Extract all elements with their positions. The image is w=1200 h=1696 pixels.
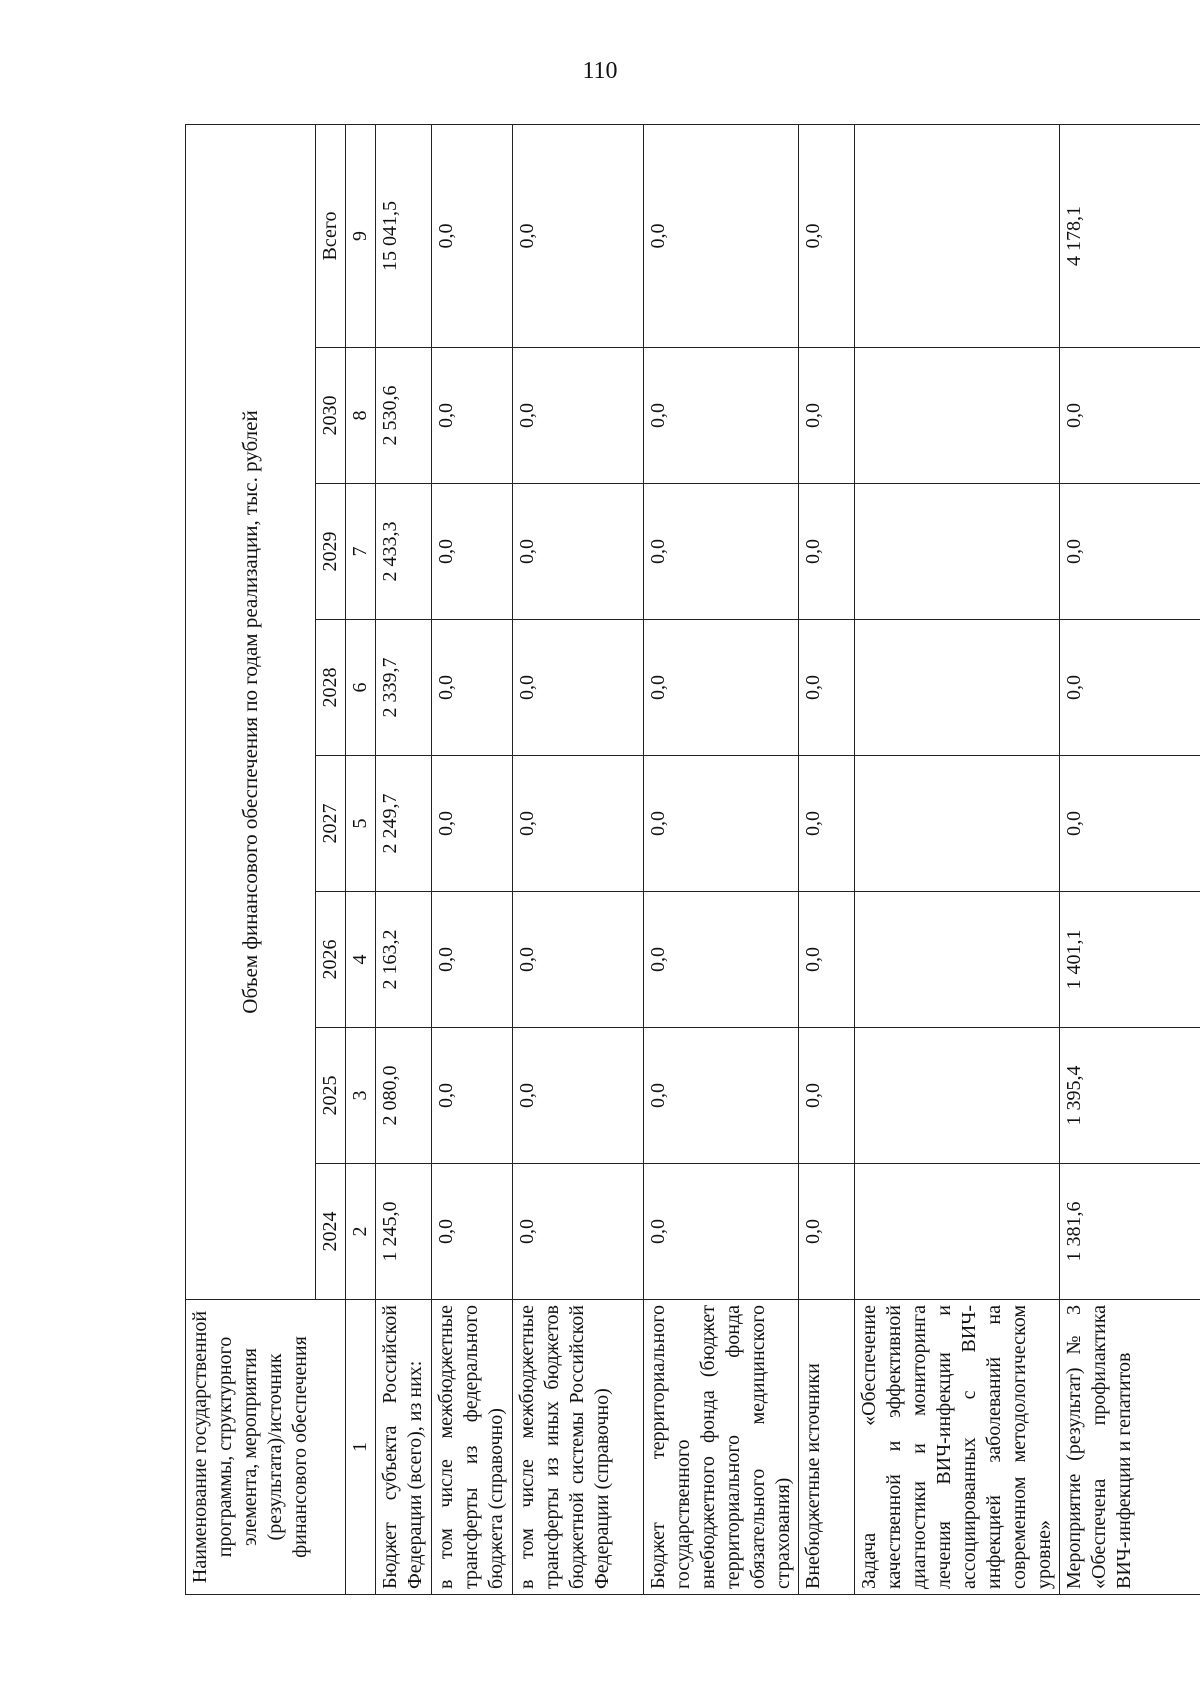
value-cell: 0,0 [799, 348, 855, 484]
row-label: Бюджет субъекта Российской Федерации (всего), из них: [376, 1300, 432, 1595]
table-row [513, 124, 644, 1594]
value-cell [855, 484, 1060, 620]
row-label: в том числе межбюджетные трансферты из федерального бюджета (справочно) [432, 1300, 513, 1595]
table-row [799, 124, 855, 1594]
financing-span-header: Объем финансового обеспечения по годам реализации, тыс. рублей [186, 124, 316, 1299]
column-numbers-row [346, 124, 376, 1594]
value-cell: 0,0 [644, 348, 799, 484]
value-cell: 0,0 [799, 1028, 855, 1164]
page-number: 110 [582, 58, 618, 84]
value-cell [855, 1164, 1060, 1300]
value-cell [855, 756, 1060, 892]
row-label: Бюджет территориального государственного внебюджетного фонда (бюджет территориального фонда обязательного медицинского страхования) [644, 1300, 799, 1595]
value-cell: 0,0 [644, 484, 799, 620]
value-cell: 0,0 [644, 1164, 799, 1300]
value-cell: 0,0 [432, 1164, 513, 1300]
year-header: 2029 [316, 484, 346, 620]
value-cell: 1 245,0 [376, 1164, 432, 1300]
value-cell: 0,0 [432, 620, 513, 756]
column-number: 6 [346, 620, 376, 756]
year-header: 2024 [316, 1164, 346, 1300]
column-number: 4 [346, 892, 376, 1028]
value-cell: 0,0 [799, 892, 855, 1028]
value-cell [855, 892, 1060, 1028]
total-cell: 15 041,5 [376, 124, 432, 347]
column-number: 8 [346, 348, 376, 484]
column-number: 7 [346, 484, 376, 620]
column-number: 1 [346, 1300, 376, 1595]
row-label: Мероприятие (результат) № 3 «Обеспечена профилактика ВИЧ-инфекции и гепатитов [1060, 1300, 1200, 1595]
value-cell: 0,0 [513, 756, 644, 892]
year-header: 2027 [316, 756, 346, 892]
total-cell [855, 124, 1060, 347]
value-cell: 2 163,2 [376, 892, 432, 1028]
value-cell: 0,0 [432, 484, 513, 620]
value-cell: 2 530,6 [376, 348, 432, 484]
value-cell: 0,0 [644, 1028, 799, 1164]
value-cell: 0,0 [513, 1164, 644, 1300]
value-cell: 1 381,6 [1060, 1164, 1200, 1300]
table-row [432, 124, 513, 1594]
year-header: 2025 [316, 1028, 346, 1164]
total-cell: 0,0 [432, 124, 513, 347]
total-cell: 0,0 [513, 124, 644, 347]
value-cell: 0,0 [799, 484, 855, 620]
value-cell: 0,0 [513, 892, 644, 1028]
value-cell [855, 1028, 1060, 1164]
value-cell: 0,0 [644, 892, 799, 1028]
value-cell: 0,0 [513, 1028, 644, 1164]
table-row [644, 124, 799, 1594]
value-cell [855, 348, 1060, 484]
value-cell: 0,0 [432, 1028, 513, 1164]
row-label: в том числе межбюджетные трансферты из иных бюджетов бюджетной системы Российской Федерации (справочно) [513, 1300, 644, 1595]
value-cell: 1 401,1 [1060, 892, 1200, 1028]
value-cell: 0,0 [1060, 620, 1200, 756]
rotated-table-wrapper [185, 125, 1200, 1595]
column-number: 2 [346, 1164, 376, 1300]
value-cell: 2 339,7 [376, 620, 432, 756]
year-header: 2026 [316, 892, 346, 1028]
total-cell: 0,0 [799, 124, 855, 347]
value-cell [855, 620, 1060, 756]
row-label: Задача «Обеспечение качественной и эффективной диагностики и мониторинга лечения ВИЧ-инфекции и ассоциированных с ВИЧ-инфекцией заболеваний на современном методологическом уровне» [855, 1300, 1060, 1595]
row-label: Внебюджетные источники [799, 1300, 855, 1595]
value-cell: 2 080,0 [376, 1028, 432, 1164]
value-cell: 0,0 [644, 620, 799, 756]
value-cell: 0,0 [799, 756, 855, 892]
year-header: 2028 [316, 620, 346, 756]
value-cell: 0,0 [432, 756, 513, 892]
total-cell: 4 178,1 [1060, 124, 1200, 347]
value-cell: 0,0 [513, 348, 644, 484]
value-cell: 0,0 [1060, 348, 1200, 484]
table-row [376, 124, 432, 1594]
total-cell: 0,0 [644, 124, 799, 347]
column-number: 3 [346, 1028, 376, 1164]
value-cell: 0,0 [644, 756, 799, 892]
value-cell: 0,0 [799, 620, 855, 756]
table-row [855, 124, 1060, 1594]
name-header: Наименование государственной программы, структурного элемента, мероприятия (результата)/источник финансового обеспечения [186, 1300, 346, 1595]
value-cell: 0,0 [432, 892, 513, 1028]
financing-table [185, 124, 1200, 1595]
value-cell: 0,0 [1060, 484, 1200, 620]
total-header: Всего [316, 124, 346, 347]
value-cell: 2 249,7 [376, 756, 432, 892]
value-cell: 2 433,3 [376, 484, 432, 620]
value-cell: 0,0 [513, 484, 644, 620]
value-cell: 0,0 [432, 348, 513, 484]
column-number: 5 [346, 756, 376, 892]
table-row [1060, 124, 1200, 1594]
year-header: 2030 [316, 348, 346, 484]
value-cell: 0,0 [513, 620, 644, 756]
value-cell: 0,0 [1060, 756, 1200, 892]
value-cell: 0,0 [799, 1164, 855, 1300]
value-cell: 1 395,4 [1060, 1028, 1200, 1164]
column-number: 9 [346, 124, 376, 347]
